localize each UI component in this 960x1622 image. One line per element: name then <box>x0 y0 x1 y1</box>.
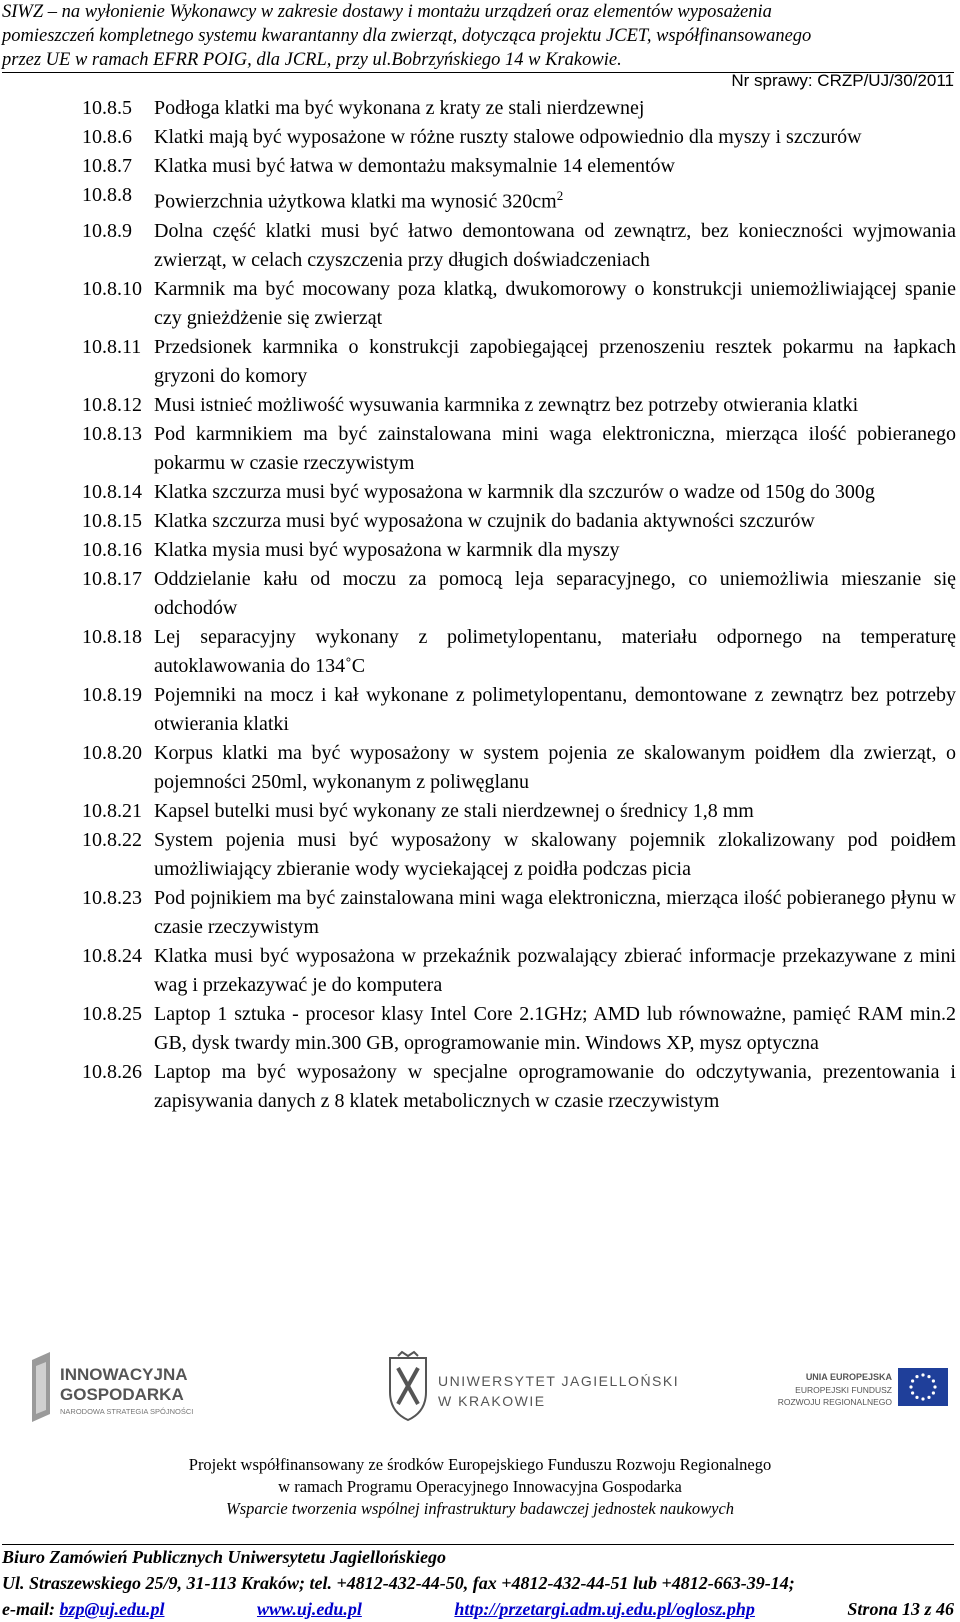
list-item <box>82 391 956 420</box>
item-text <box>154 1058 956 1116</box>
item-text <box>154 623 956 681</box>
eu-star <box>921 1397 924 1400</box>
item-text-body: Kapsel butelki musi być wykonany ze stali nierdzewnej o średnicy 1,8 mm <box>154 799 754 822</box>
eu-star <box>927 1375 930 1378</box>
footer-address: Ul. Straszewskiego 25/9, 31-113 Kraków; tel. +4812-432-44-50, fax +4812-432-44-51 lub +4812-663-39-14; <box>2 1573 795 1593</box>
item-number: 10.8.24 <box>82 944 142 967</box>
footer-links-row <box>2 1596 954 1622</box>
list-item <box>82 623 956 681</box>
eu-star <box>911 1379 914 1382</box>
item-number: 10.8.18 <box>82 625 142 648</box>
eu-star <box>933 1385 936 1388</box>
item-text <box>154 739 956 797</box>
item-text <box>154 565 956 623</box>
eu-star <box>932 1391 935 1394</box>
eu-star <box>927 1396 930 1399</box>
list-item <box>82 826 956 884</box>
logo-bar <box>0 1352 960 1432</box>
footer-office-name: Biuro Zamówień Publicznych Uniwersytetu Jagiellońskiego <box>2 1547 447 1567</box>
list-item <box>82 420 956 478</box>
item-text <box>154 536 956 565</box>
jagiellonian-university-logo <box>386 1352 680 1422</box>
item-text-body: Pojemniki na mocz i kał wykonane z polimetylopentanu, demontowane z zewnątrz bez potrzeby otwierania klatki <box>154 683 956 735</box>
item-number: 10.8.23 <box>82 886 142 909</box>
funding-line-2: w ramach Programu Operacyjnego Innowacyjna Gospodarka <box>278 1477 682 1496</box>
email-label: e-mail: <box>2 1599 60 1619</box>
item-text-body: Klatka szczurza musi być wyposażona w czujnik do badania aktywności szczurów <box>154 509 815 532</box>
list-item <box>82 275 956 333</box>
logo-left-line1: INNOWACYJNA <box>60 1365 188 1384</box>
list-item <box>82 536 956 565</box>
item-text-body: Pod pojnikiem ma być zainstalowana mini waga elektroniczna, mierząca ilość pobieranego płynu w czasie rzeczywistym <box>154 886 956 938</box>
eu-star <box>909 1385 912 1388</box>
email-link[interactable]: bzp@uj.edu.pl <box>59 1599 165 1619</box>
item-text-body: Musi istnieć możliwość wysuwania karmnika z zewnątrz bez potrzeby otwierania klatki <box>154 393 859 416</box>
item-text-body: System pojenia musi być wyposażony w skalowany pojemnik zlokalizowany pod poidłem umożliwiający zbieranie wody wyciekającej z poidła podczas picia <box>154 828 956 880</box>
item-text-body: Klatka musi być wyposażona w przekaźnik pozwalający zbierać informacje przekazywane z mini wag i przekazywać je do komputera <box>154 944 956 996</box>
item-text <box>154 275 956 333</box>
item-number: 10.8.12 <box>82 393 142 416</box>
requirements-list <box>82 94 956 1116</box>
item-text <box>154 478 956 507</box>
item-text <box>154 94 956 123</box>
item-text-body: Klatki mają być wyposażone w różne ruszty stalowe odpowiednio dla myszy i szczurów <box>154 126 862 148</box>
item-text <box>154 884 956 942</box>
item-number: 10.8.19 <box>82 683 142 706</box>
list-item <box>82 1000 956 1058</box>
logo-right-line3: ROZWOJU REGIONALNEGO <box>777 1397 892 1407</box>
list-item <box>82 123 956 152</box>
list-item <box>82 884 956 942</box>
eu-star <box>911 1391 914 1394</box>
logo-right-line1: UNIA EUROPEJSKA <box>805 1372 892 1382</box>
logo-right-line2: EUROPEJSKI FUNDUSZ <box>795 1385 892 1395</box>
item-text-body: Laptop 1 sztuka - procesor klasy Intel Core 2.1GHz; AMD lub równoważne, pamięć RAM min.2 GB, dysk twardy min.300 GB, oprogramowanie min. Windows XP, mysz optyczna <box>154 1002 956 1054</box>
list-item <box>82 181 956 217</box>
item-text-body: Klatka musi być łatwa w demontażu maksymalnie 14 elementów <box>154 155 675 177</box>
item-text-body: Karmnik ma być mocowany poza klatką, dwukomorowy o konstrukcji uniemożliwiającej spanie czy gnieżdżenie się zwierząt <box>154 277 956 329</box>
item-text-body: Laptop ma być wyposażony w specjalne oprogramowanie do odczytywania, prezentowania i zapisywania danych z 8 klatek metabolicznych w czasie rzeczywistym <box>154 1060 956 1112</box>
list-item <box>82 333 956 391</box>
logo-left-line2: GOSPODARKA <box>60 1385 184 1404</box>
item-text <box>154 152 956 181</box>
funding-line-1: Projekt współfinansowany ze środków Europejskiego Funduszu Rozwoju Regionalnego <box>188 1455 772 1474</box>
eu-star <box>932 1379 935 1382</box>
header-line: pomieszczeń kompletnego systemu kwarantanny dla zwierząt, dotycząca projektu JCET, współfinansowanego <box>2 26 812 46</box>
page-number: Strona 13 z 46 <box>847 1599 954 1619</box>
item-text <box>154 391 956 420</box>
header-line: SIWZ – na wyłonienie Wykonawcy w zakresie dostawy i montażu urządzeń oraz elementów wyposażenia <box>2 2 772 22</box>
list-item <box>82 1058 956 1116</box>
header-line: przez UE w ramach EFRR POIG, dla JCRL, przy ul.Bobrzyńskiego 14 w Krakowie. <box>2 50 622 70</box>
innowacyjna-gospodarka-logo <box>32 1352 232 1422</box>
item-number: 10.8.8 <box>82 184 132 206</box>
item-number: 10.8.17 <box>82 567 142 590</box>
item-text <box>154 826 956 884</box>
item-superscript: 2 <box>556 188 564 203</box>
case-number: Nr sprawy: CRZP/UJ/30/2011 <box>731 71 954 90</box>
list-item <box>82 478 956 507</box>
item-number: 10.8.11 <box>82 335 142 358</box>
item-text <box>154 681 956 739</box>
eu-star <box>915 1396 918 1399</box>
item-number: 10.8.13 <box>82 422 142 445</box>
item-number: 10.8.22 <box>82 828 142 851</box>
item-text <box>154 420 956 478</box>
item-number: 10.8.15 <box>82 509 142 532</box>
item-number: 10.8.7 <box>82 155 132 177</box>
logo-left-line3: NARODOWA STRATEGIA SPÓJNOŚCI <box>60 1407 194 1416</box>
item-text <box>154 1000 956 1058</box>
list-item <box>82 681 956 739</box>
list-item <box>82 507 956 536</box>
funding-statement <box>0 1454 960 1520</box>
list-item <box>82 152 956 181</box>
list-item <box>82 797 956 826</box>
item-number: 10.8.20 <box>82 741 142 764</box>
item-text-body: Korpus klatki ma być wyposażony w system pojenia ze skalowanym poidłem dla zwierząt, o pojemności 250ml, wykonanym z poliwęglanu <box>154 741 956 793</box>
website-link[interactable]: www.uj.edu.pl <box>256 1599 362 1619</box>
item-text <box>154 123 956 152</box>
tender-link[interactable]: http://przetargi.adm.uj.edu.pl/oglosz.php <box>454 1599 755 1619</box>
item-text <box>154 797 956 826</box>
item-text <box>154 333 956 391</box>
item-number: 10.8.14 <box>82 480 142 503</box>
list-item <box>82 565 956 623</box>
item-text <box>154 217 956 275</box>
item-number: 10.8.6 <box>82 126 132 148</box>
item-number: 10.8.16 <box>82 538 142 561</box>
item-number: 10.8.5 <box>82 97 132 119</box>
item-text-body: Lej separacyjny wykonany z polimetylopentanu, materiału odpornego na temperaturę autoklawowania do 134˚C <box>154 625 956 677</box>
item-text-body: Klatka szczurza musi być wyposażona w karmnik dla szczurów o wadze od 150g do 300g <box>154 480 875 503</box>
item-text-body: Klatka mysia musi być wyposażona w karmnik dla myszy <box>154 538 620 561</box>
item-number: 10.8.26 <box>82 1060 142 1083</box>
list-item <box>82 942 956 1000</box>
item-number: 10.8.25 <box>82 1002 142 1025</box>
list-item <box>82 217 956 275</box>
item-number: 10.8.9 <box>82 219 132 242</box>
eu-star <box>921 1373 924 1376</box>
item-number: 10.8.21 <box>82 799 142 822</box>
item-text-body: Dolna część klatki musi być łatwo demontowana od zewnątrz, bez konieczności wyjmowania zwierząt, w celach czyszczenia przy długich doświadczeniach <box>154 219 956 271</box>
eu-star <box>915 1375 918 1378</box>
item-text <box>154 942 956 1000</box>
logo-mid-line1: UNIWERSYTET JAGIELLOŃSKI <box>438 1373 680 1389</box>
item-text-body: Oddzielanie kału od moczu za pomocą leja separacyjnego, co uniemożliwia mieszanie się odchodów <box>154 567 956 619</box>
funding-line-3: Wsparcie tworzenia wspólnej infrastruktury badawczej jednostek naukowych <box>225 1499 735 1518</box>
item-text-body: Pod karmnikiem ma być zainstalowana mini waga elektroniczna, mierząca ilość pobieranego pokarmu w czasie rzeczywistym <box>154 422 956 474</box>
list-item <box>82 739 956 797</box>
item-text-body: Podłoga klatki ma być wykonana z kraty ze stali nierdzewnej <box>154 97 645 119</box>
item-text-body: Przedsionek karmnika o konstrukcji zapobiegającej przenoszeniu resztek pokarmu na łapkach gryzoni do komory <box>154 335 956 387</box>
list-item <box>82 94 956 123</box>
item-text-body: Powierzchnia użytkowa klatki ma wynosić 320cm <box>154 190 557 213</box>
eu-erdf-logo <box>770 1360 950 1420</box>
footer-email-group <box>2 1596 164 1622</box>
document-footer <box>2 1544 954 1622</box>
logo-mid-line2: W KRAKOWIE <box>438 1393 546 1409</box>
item-number: 10.8.10 <box>82 277 142 300</box>
item-text <box>154 507 956 536</box>
item-text <box>154 181 956 217</box>
document-header <box>2 0 952 72</box>
